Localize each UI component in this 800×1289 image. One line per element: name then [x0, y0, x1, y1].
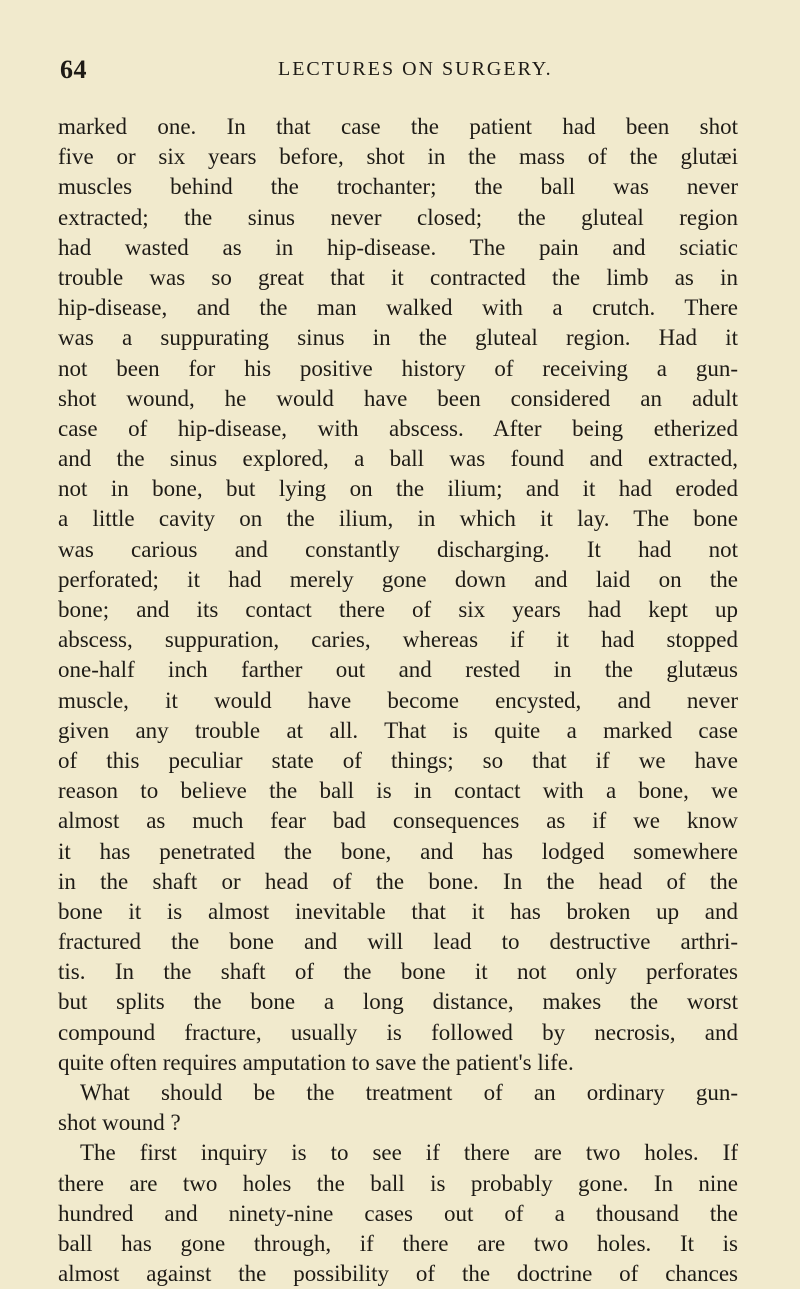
text-line: quite often requires amputation to save the patient's life. [58, 1049, 574, 1075]
text-line: given any trouble at all. That is quite a marked case [58, 717, 738, 743]
text-line: almost as much fear bad consequences as if we know [58, 808, 738, 834]
text-line: a little cavity on the ilium, in which it lay. The bone [58, 506, 738, 532]
text-line: case of hip-disease, with abscess. After being etherized [58, 415, 738, 441]
body-text [58, 112, 738, 1289]
text-line: fractured the bone and will lead to destructive arthri- [58, 929, 738, 955]
text-line: muscles behind the trochanter; the ball was never [58, 174, 738, 200]
text-line: in the shaft or head of the bone. In the head of the [58, 868, 738, 894]
text-line: not been for his positive history of receiving a gun- [58, 355, 738, 381]
text-line: was carious and constantly discharging. It had not [58, 536, 738, 562]
text-line: perforated; it had merely gone down and laid on the [58, 566, 738, 592]
text-line: extracted; the sinus never closed; the gluteal region [58, 204, 738, 230]
text-line: of this peculiar state of things; so that if we have [58, 747, 738, 773]
text-line: but splits the bone a long distance, makes the worst [58, 989, 738, 1015]
text-line: What should be the treatment of an ordinary gun- [80, 1080, 738, 1105]
text-line: it has penetrated the bone, and has lodged somewhere [58, 838, 738, 864]
text-line: not in bone, but lying on the ilium; and it had eroded [58, 476, 738, 502]
text-line: shot wound, he would have been considered an adult [58, 385, 738, 411]
text-line: reason to believe the ball is in contact with a bone, we [58, 778, 738, 804]
text-line: there are two holes the ball is probably gone. In nine [58, 1170, 738, 1196]
text-line: shot wound ? [58, 1110, 181, 1136]
running-head: LECTURES ON SURGERY. [278, 58, 553, 80]
text-line: five or six years before, shot in the mass of the glutæi [58, 144, 738, 170]
text-line: had wasted as in hip-disease. The pain and sciatic [58, 234, 738, 260]
text-line: trouble was so great that it contracted the limb as in [58, 264, 738, 290]
text-line: abscess, suppuration, caries, whereas if it had stopped [58, 627, 738, 653]
text-line: one-half inch farther out and rested in the glutæus [58, 657, 738, 683]
text-line: and the sinus explored, a ball was found and extracted, [58, 446, 738, 472]
text-line: marked one. In that case the patient had been shot [58, 114, 738, 139]
page-header [60, 55, 740, 87]
text-line: compound fracture, usually is followed by necrosis, and [58, 1019, 738, 1045]
text-line: tis. In the shaft of the bone it not only perforates [58, 959, 738, 985]
text-line: The first inquiry is to see if there are two holes. If [80, 1140, 738, 1166]
text-line: hip-disease, and the man walked with a crutch. There [58, 295, 738, 321]
text-line: muscle, it would have become encysted, and never [58, 687, 738, 713]
text-line: bone it is almost inevitable that it has broken up and [58, 898, 738, 924]
text-line: was a suppurating sinus in the gluteal region. Had it [58, 325, 738, 351]
text-line: almost against the possibility of the doctrine of chances [58, 1261, 738, 1287]
text-line: hundred and ninety-nine cases out of a thousand the [58, 1200, 738, 1226]
page-number: 64 [60, 55, 87, 84]
text-line: bone; and its contact there of six years had kept up [58, 597, 738, 622]
text-line: ball has gone through, if there are two holes. It is [58, 1230, 738, 1256]
